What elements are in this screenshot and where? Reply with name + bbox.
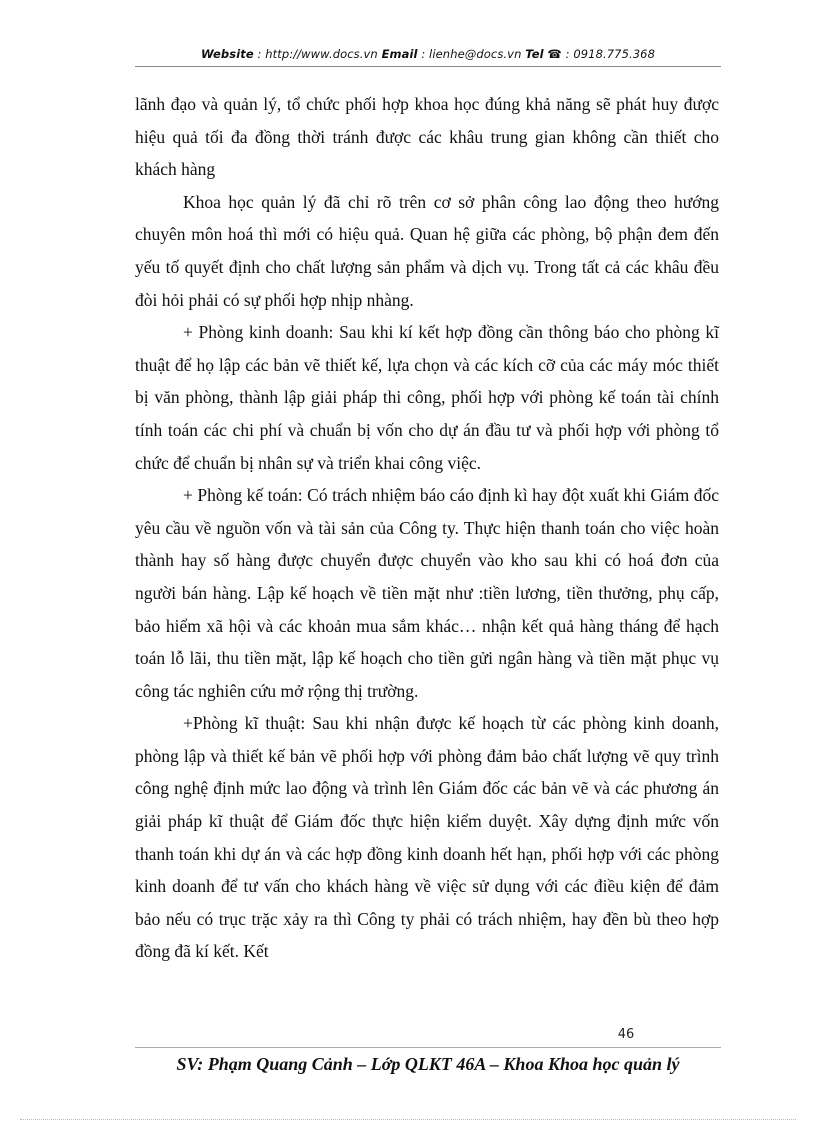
- page-number: 46: [617, 1027, 635, 1042]
- email-value: : lienhe@docs.vn: [421, 47, 522, 61]
- page-header: [135, 47, 721, 61]
- page-footer: SV: Phạm Quang Cảnh – Lớp QLKT 46A – Khoa Khoa học quản lý: [176, 1054, 680, 1074]
- paragraph: +Phòng kĩ thuật: Sau khi nhận được kế hoạch từ các phòng kinh doanh, phòng lập và thiết kế bản vẽ phối hợp với phòng đảm bảo chất lượng vẽ quy trình công nghệ định mức lao động và trình lên Giám đốc các bản vẽ và các phương án giải pháp kĩ thuật để Giám đốc thực hiện kiểm duyệt. Xây dựng định mức vốn thanh toán khi dự án và các hợp đồng kinh doanh hết hạn, phối hợp với các phòng kinh doanh để tư vấn cho khách hàng về việc sử dụng với các điều kiện để đảm bảo nếu có trục trặc xảy ra thì Công ty phải có trách nhiệm, hay đền bù theo hợp đồng đã kí kết. Kết: [135, 713, 719, 962]
- header-divider: [135, 66, 721, 67]
- paragraph: lãnh đạo và quản lý, tổ chức phối hợp khoa học đúng khả năng sẽ phát huy được hiệu quả tối đa đồng thời tránh được các khâu trung gian không cần thiết cho khách hàng: [135, 94, 719, 180]
- website-label: Website: [200, 47, 254, 61]
- email-label: Email: [381, 47, 418, 61]
- body-text: [135, 88, 719, 968]
- footer-divider: [135, 1047, 721, 1048]
- paragraph: + Phòng kế toán: Có trách nhiệm báo cáo định kì hay đột xuất khi Giám đốc yêu cầu về nguồn vốn và tài sản của Công ty. Thực hiện thanh toán cho việc hoàn thành hay số hàng được chuyển được chuyển vào kho sau khi có hoá đơn của người bán hàng. Lập kế hoạch về tiền mặt như :tiền lương, tiền thưởng, phụ cấp, bảo hiểm xã hội và các khoản mua sắm khác… nhận kết quả hàng tháng để hạch toán lỗ lãi, thu tiền mặt, lập kế hoạch cho tiền gửi ngân hàng và tiền mặt phục vụ công tác nghiên cứu mở rộng thị trường.: [135, 485, 719, 701]
- paragraph: + Phòng kinh doanh: Sau khi kí kết hợp đồng cần thông báo cho phòng kĩ thuật để họ lập các bản vẽ thiết kế, lựa chọn và các kích cỡ của các máy móc thiết bị văn phòng, thành lập giải pháp thi công, phối hợp với phòng kế toán tài chính tính toán các chi phí và chuẩn bị vốn cho dự án đầu tư và phối hợp với phòng tổ chức để chuẩn bị nhân sự và triển khai công việc.: [135, 322, 719, 473]
- website-value: : http://www.docs.vn: [257, 47, 378, 61]
- phone-icon: ☎: [547, 47, 562, 61]
- paragraph: Khoa học quản lý đã chỉ rõ trên cơ sở phân công lao động theo hướng chuyên môn hoá thì mới có hiệu quả. Quan hệ giữa các phòng, bộ phận đem đến yếu tố quyết định cho chất lượng sản phẩm và dịch vụ. Trong tất cả các khâu đều đòi hỏi phải có sự phối hợp nhịp nhàng.: [135, 191, 719, 310]
- page-edge-divider: [20, 1119, 796, 1120]
- tel-value: : 0918.775.368: [565, 47, 656, 61]
- tel-label: Tel: [525, 47, 544, 61]
